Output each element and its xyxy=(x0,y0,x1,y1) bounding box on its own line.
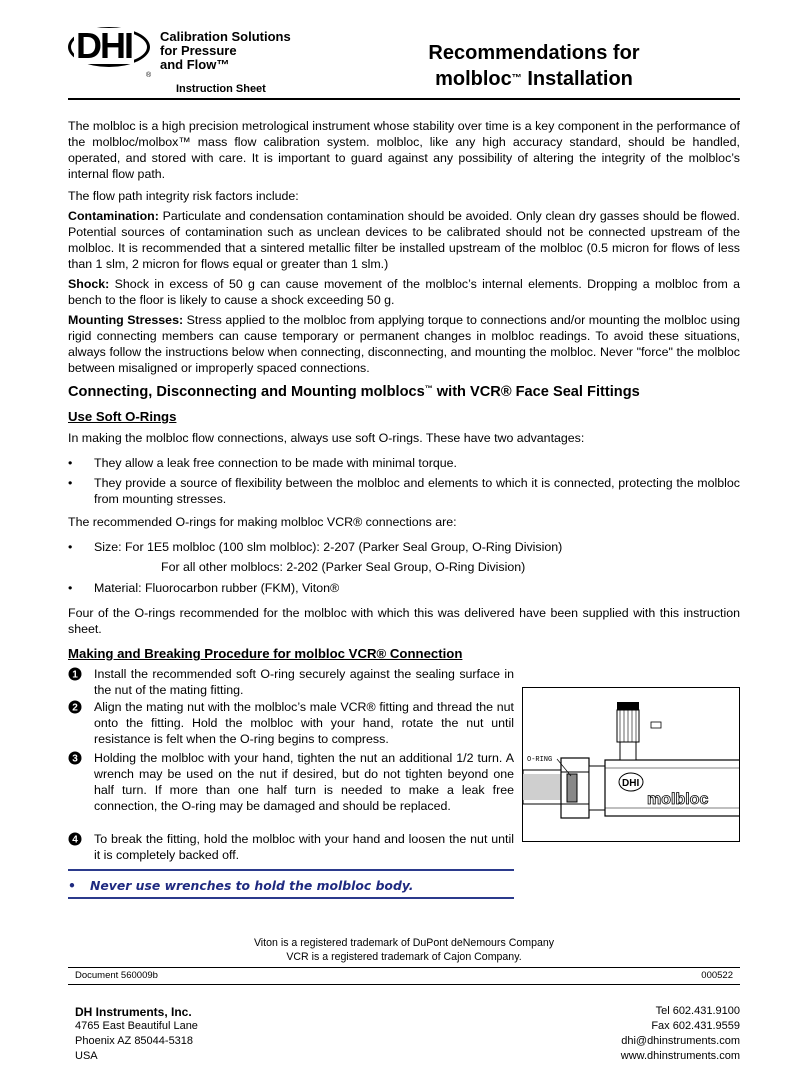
section-heading: Connecting, Disconnecting and Mounting molblocs™ with VCR® Face Seal Fittings xyxy=(68,384,640,400)
vcr-fitting-figure xyxy=(522,687,740,842)
risk-factors-intro: The flow path integrity risk factors include: xyxy=(68,189,299,203)
document-title: Recommendations for molbloc™ Installation xyxy=(428,42,640,90)
footer-rule-bottom xyxy=(68,984,740,985)
sheet-type-label: Instruction Sheet xyxy=(176,83,266,95)
contamination-paragraph: Contamination: Particulate and condensation contamination should be avoided. Only clean dry gasses should be flowed. Potential sources of contamination such as unclean devices to be calibrated should not be connected upstream of the molbloc. It is recommended that a sintered metallic filter be installed upstream of the molbloc (0.5 micron for flows of less than 1 slm, 2 micron for flows equal or greater than 1 slm.) xyxy=(68,209,740,271)
email-link[interactable]: dhi@dhinstruments.com xyxy=(621,1035,740,1047)
procedure-step: 2 Align the mating nut with the molbloc’s male VCR® fitting and thread the nut onto the fitting. Hold the molbloc with your hand, rotate the nut until resistance is felt when the O-ring begins to compress. xyxy=(68,699,514,747)
shock-paragraph: Shock: Shock in excess of 50 g can cause movement of the molbloc’s internal elements. Dropping a molbloc from a bench to the floor is likely to cause a shock exceeding 50 g. xyxy=(68,277,740,307)
warning-rule-bottom xyxy=(68,897,514,899)
telephone: Tel 602.431.9100 xyxy=(655,1005,740,1017)
trademark-viton: Viton is a registered trademark of DuPont deNemours Company xyxy=(253,937,555,949)
soft-orings-intro: In making the molbloc flow connections, always use soft O-rings. These have two advantages: xyxy=(68,431,585,445)
vcr-fitting-drawing xyxy=(523,688,740,842)
fax: Fax 602.431.9559 xyxy=(651,1020,740,1032)
website-link[interactable]: www.dhinstruments.com xyxy=(620,1050,740,1062)
logo-registered-mark: ® xyxy=(146,72,152,79)
procedure-step: 1 Install the recommended soft O-ring securely against the sealing surface in the nut of the mating fitting. xyxy=(68,666,514,698)
soft-orings-heading: Use Soft O-Rings xyxy=(68,409,177,424)
step-2-badge xyxy=(68,700,82,714)
company-name: DH Instruments, Inc. xyxy=(75,1005,192,1019)
warning-rule-top xyxy=(68,869,514,871)
list-item: • They provide a source of flexibility between the molbloc and elements to which it is connected, protecting the molbloc from mounting stresses. xyxy=(68,476,740,506)
recommended-orings-intro: The recommended O-rings for making molbloc VCR® connections are: xyxy=(68,515,457,529)
step-1-badge xyxy=(68,667,82,681)
address-line-1: 4765 East Beautiful Lane xyxy=(75,1020,198,1032)
footer-rule-top xyxy=(68,967,740,968)
svg-text:molbloc: molbloc xyxy=(647,791,709,808)
svg-text:DHI: DHI xyxy=(622,778,640,789)
svg-text:3: 3 xyxy=(72,753,78,765)
list-item: • Size: For 1E5 molbloc (100 slm molbloc): 2-207 (Parker Seal Group, O-Ring Division) xyxy=(68,540,563,554)
trademark-vcr: VCR is a registered trademark of Cajon Company. xyxy=(286,951,522,963)
dhi-logo: DHI xyxy=(76,25,132,66)
warning-note: • Never use wrenches to hold the molbloc body. xyxy=(68,878,414,893)
procedure-step: 4 To break the fitting, hold the molbloc with your hand and loosen the nut until it is completely backed off. xyxy=(68,831,514,863)
document-number: Document 560009b xyxy=(75,970,158,981)
address-line-3: USA xyxy=(75,1050,98,1062)
header-divider xyxy=(68,98,740,100)
list-item: • Material: Fluorocarbon rubber (FKM), Viton® xyxy=(68,581,340,595)
step-4-badge xyxy=(68,832,82,846)
step-3-badge xyxy=(68,751,82,765)
mounting-paragraph: Mounting Stresses: Stress applied to the molbloc from applying torque to connections and/or mounting the molbloc using rigid connecting members can cause temporary or permanent changes in molbloc readings. To avoid these situations, always follow the instructions below when connecting, disconnecting, and mounting the molbloc. Never "force" the molbloc between misaligned or improperly spaced connections. xyxy=(68,313,740,375)
svg-text:2: 2 xyxy=(72,702,78,714)
intro-paragraph: The molbloc is a high precision metrological instrument whose stability over time is a key component in the performance of the molbloc/molbox™ mass flow calibration system. molbloc, like any high accuracy standard, should be handled, operated, and stored with care. It is important to guard against any possibility of altering the integrity of the molbloc’s internal flow path. xyxy=(68,119,740,181)
supplied-note: Four of the O-rings recommended for the molbloc with which this was delivered have been supplied with this instruction sheet. xyxy=(68,606,740,636)
procedure-step: 3 Holding the molbloc with your hand, tighten the nut an additional 1/2 turn. A wrench may be used on the nut if desired, but do not tighten beyond one half turn. If more than one half turn is needed to make a leak free connection, the O-ring may be damaged and should be replaced. xyxy=(68,750,514,814)
document-date: 000522 xyxy=(701,970,733,981)
size-line-2: For all other molblocs: 2-202 (Parker Seal Group, O-Ring Division) xyxy=(161,560,526,574)
company-tagline: Calibration Solutions for Pressure and Flow™ xyxy=(160,29,291,72)
svg-text:O-RING: O-RING xyxy=(527,756,553,764)
address-line-2: Phoenix AZ 85044-5318 xyxy=(75,1035,194,1047)
list-item: • They allow a leak free connection to be made with minimal torque. xyxy=(68,456,457,470)
svg-text:1: 1 xyxy=(72,669,78,681)
procedure-heading: Making and Breaking Procedure for molbloc VCR® Connection xyxy=(68,646,463,661)
svg-text:4: 4 xyxy=(72,834,78,846)
